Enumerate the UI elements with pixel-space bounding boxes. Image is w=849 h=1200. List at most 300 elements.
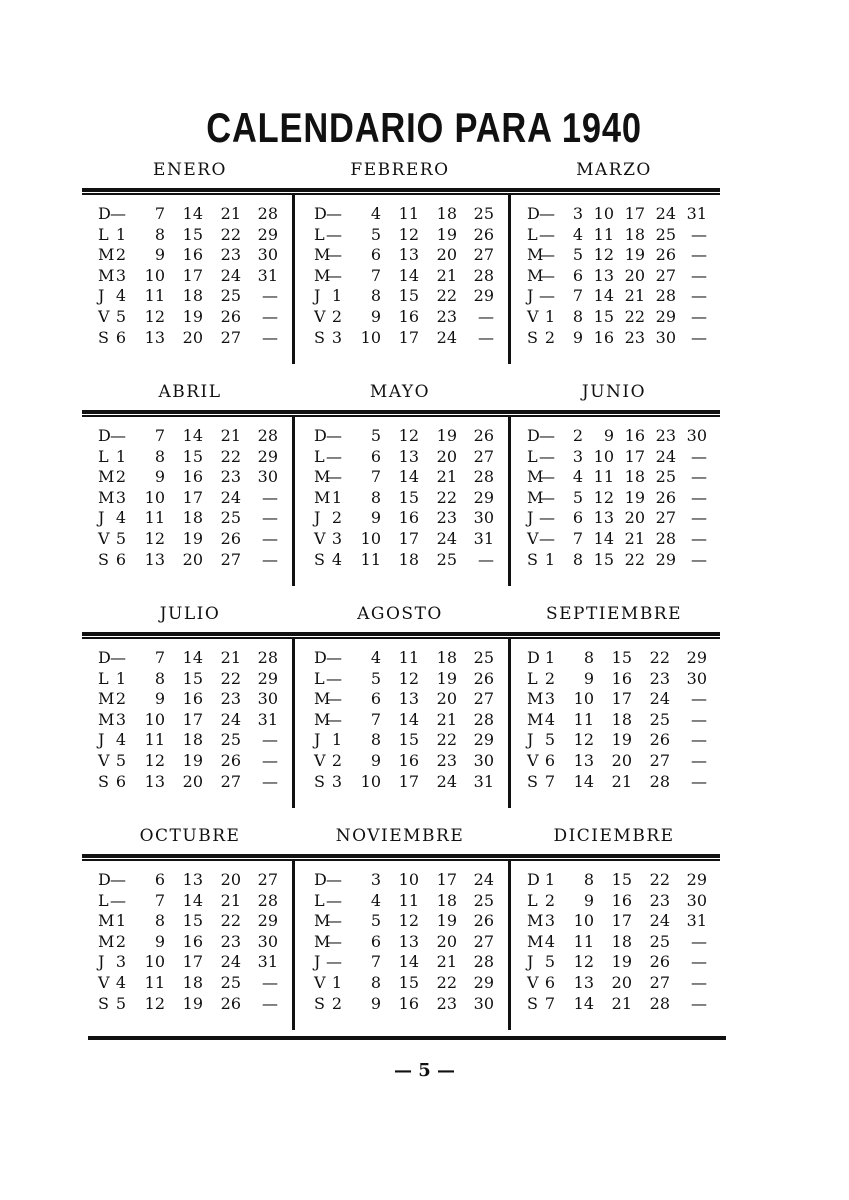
day-number: 7 [154,648,165,667]
day-number: 25 [649,931,670,951]
day-number: 16 [398,307,419,326]
day-letter: D [98,870,111,889]
week-row [527,426,717,447]
day-number: 1 [544,870,555,889]
day-number: 11 [398,890,419,910]
day-number: 18 [624,224,645,244]
month-band [0,160,849,375]
day-number: 14 [182,204,203,223]
day-number: 5 [370,668,381,688]
day-number: 28 [655,529,676,548]
week-row [527,328,717,349]
rule [82,410,720,414]
day-number: 16 [611,890,632,910]
day-number: 10 [593,204,614,223]
day-letter: M [527,467,544,487]
day-number: 20 [624,508,645,528]
day-number: 26 [649,730,670,750]
week-row [527,286,717,307]
day-number: 2 [331,993,342,1013]
day-number: 24 [473,870,494,889]
day-number: — [110,204,126,223]
day-number: 24 [220,952,241,972]
day-letter: M [314,265,331,285]
day-number: 27 [473,931,494,951]
day-number: 16 [611,668,632,688]
day-number: 22 [220,911,241,931]
day-number: 14 [182,648,203,667]
day-number: 7 [154,426,165,445]
day-number: 25 [220,730,241,750]
month-name: ENERO [153,160,227,180]
week-row [314,307,504,328]
day-letter: M [527,709,544,729]
day-number: — [539,467,555,487]
day-number: 18 [611,709,632,729]
day-number: — [539,508,555,528]
day-letter: M [314,467,331,487]
day-number: 9 [370,993,381,1013]
day-number: 30 [686,890,707,910]
day-number: 21 [436,265,457,285]
day-number: 10 [360,771,381,791]
day-number: 28 [655,286,676,306]
day-number: 6 [370,689,381,709]
day-number: — [539,286,555,306]
day-number: 28 [257,426,278,445]
day-letter: V [98,751,110,770]
day-number: — [691,508,707,528]
day-number: 10 [593,446,614,466]
day-number: 4 [115,973,126,992]
day-number: 22 [436,286,457,306]
day-letter: M [527,689,544,709]
week-row [527,266,717,287]
page-title: CALENDARIO PARA 1940 [206,104,642,151]
week-row [527,911,717,932]
day-number: 11 [144,730,165,750]
day-number: 6 [115,549,126,569]
day-number: 7 [370,467,381,487]
day-number: — [478,307,494,326]
day-number: 23 [649,890,670,910]
day-number: 17 [398,529,419,548]
day-number: — [691,751,707,770]
day-number: — [691,730,707,750]
day-number: 4 [544,931,555,951]
day-letter: V [98,973,110,992]
week-row [314,648,504,669]
day-number: — [539,529,555,548]
day-number: 15 [398,730,419,750]
day-number: 19 [436,224,457,244]
month-name: JUNIO [581,382,647,402]
day-number: — [262,508,278,528]
day-letter: D [98,204,111,223]
day-number: 11 [398,648,419,667]
day-number: 12 [398,426,419,445]
day-letter: D [527,870,540,889]
day-number: — [539,487,555,507]
day-letter: M [527,911,544,931]
day-number: 17 [624,446,645,466]
day-number: 15 [398,286,419,306]
day-number: — [691,224,707,244]
day-number: 8 [370,286,381,306]
day-number: 8 [572,549,583,569]
day-number: — [262,973,278,992]
day-number: 14 [573,771,594,791]
week-row [98,751,288,772]
week-row [98,550,288,571]
day-letter: J [98,286,105,306]
day-number: 17 [182,487,203,507]
day-number: 23 [220,931,241,951]
day-number: 13 [398,245,419,265]
week-row [314,870,504,891]
week-row [314,952,504,973]
week-row [98,225,288,246]
rule [82,632,720,636]
week-row [527,307,717,328]
day-number: 29 [655,307,676,326]
day-number: 16 [182,467,203,487]
day-number: 29 [473,973,494,992]
day-letter: D [527,648,540,667]
day-number: 25 [649,709,670,729]
day-number: 1 [544,307,555,326]
day-number: 12 [593,487,614,507]
day-number: 8 [154,668,165,688]
day-number: 26 [220,751,241,770]
day-letter: J [98,730,105,750]
day-letter: V [527,973,539,992]
day-number: 28 [257,648,278,667]
day-number: 20 [220,870,241,889]
day-number: 21 [436,709,457,729]
day-number: 7 [370,265,381,285]
day-letter: D [98,648,111,667]
day-number: 24 [436,327,457,347]
day-letter: V [527,307,539,326]
day-number: — [110,890,126,910]
day-number: 30 [257,467,278,487]
day-number: 23 [436,751,457,770]
day-number: 23 [436,508,457,528]
day-number: 13 [573,973,594,992]
day-number: — [691,529,707,548]
day-number: 11 [593,467,614,487]
month-name: NOVIEMBRE [335,826,465,846]
day-number: 27 [649,973,670,992]
day-number: 24 [220,265,241,285]
day-letter: L [314,668,325,688]
day-number: 5 [572,487,583,507]
day-number: 30 [257,245,278,265]
day-number: 20 [611,751,632,770]
day-number: — [110,426,126,445]
day-number: 21 [436,952,457,972]
day-number: 10 [573,911,594,931]
day-number: 10 [144,952,165,972]
day-number: — [262,286,278,306]
day-number: 4 [370,648,381,667]
week-row [314,529,504,550]
day-letter: D [527,426,540,445]
day-number: 21 [624,529,645,548]
day-number: 1 [331,730,342,750]
day-number: 13 [144,327,165,347]
day-number: — [262,771,278,791]
week-row [98,730,288,751]
week-row [98,266,288,287]
day-number: 15 [398,973,419,992]
day-number: — [691,931,707,951]
day-letter: S [527,327,538,347]
day-letter: J [314,952,321,972]
day-number: 28 [649,771,670,791]
day-number: 12 [398,668,419,688]
day-number: 23 [436,993,457,1013]
week-row [314,426,504,447]
day-number: 13 [398,689,419,709]
day-number: 5 [115,993,126,1013]
day-number: 6 [544,973,555,992]
day-number: 8 [583,648,594,667]
day-number: 5 [370,426,381,445]
rule [82,188,720,192]
day-number: 24 [649,689,670,709]
day-letter: M [527,245,544,265]
day-number: 13 [593,508,614,528]
day-letter: J [314,508,321,528]
day-number: 9 [154,467,165,487]
day-number: 19 [182,307,203,326]
day-number: 9 [583,890,594,910]
day-number: 16 [624,426,645,445]
day-number: — [691,993,707,1013]
week-row [527,932,717,953]
day-number: 15 [398,487,419,507]
day-number: 14 [573,993,594,1013]
month-name: SEPTIEMBRE [545,604,683,624]
day-number: 18 [182,973,203,992]
day-number: 3 [115,487,126,507]
day-number: — [326,952,342,972]
day-number: 21 [220,648,241,667]
day-letter: M [314,911,331,931]
day-number: 3 [331,327,342,347]
week-row [98,447,288,468]
day-number: 9 [154,689,165,709]
day-number: 11 [144,508,165,528]
day-number: 22 [624,549,645,569]
day-number: 5 [370,224,381,244]
day-number: 25 [220,508,241,528]
day-number: 23 [220,689,241,709]
day-number: 13 [573,751,594,770]
week-row [527,204,717,225]
day-number: 26 [220,307,241,326]
day-number: 11 [573,709,594,729]
day-number: 15 [182,668,203,688]
day-number: — [326,467,342,487]
day-number: 28 [649,993,670,1013]
day-number: 13 [144,549,165,569]
day-letter: V [314,529,326,548]
day-letter: M [527,931,544,951]
day-number: 17 [624,204,645,223]
day-letter: V [98,529,110,548]
day-letter: M [314,245,331,265]
day-number: 5 [115,529,126,548]
month-name: ABRIL [158,382,222,402]
day-letter: L [98,890,109,910]
week-row [314,204,504,225]
day-number: 15 [182,224,203,244]
week-row [314,932,504,953]
day-letter: M [527,265,544,285]
day-number: 30 [473,751,494,770]
day-number: 2 [115,245,126,265]
day-number: — [691,327,707,347]
day-number: 5 [370,911,381,931]
day-number: 6 [370,931,381,951]
day-number: 15 [593,549,614,569]
week-row [527,669,717,690]
day-number: 20 [182,771,203,791]
day-number: — [326,446,342,466]
column-divider [508,416,511,586]
day-letter: M [314,689,331,709]
week-row [98,932,288,953]
week-row [527,973,717,994]
week-row [98,204,288,225]
day-number: 20 [436,245,457,265]
day-number: 28 [257,204,278,223]
day-number: 1 [115,668,126,688]
day-number: 8 [583,870,594,889]
day-number: 4 [115,508,126,528]
week-row [527,225,717,246]
day-number: 1 [115,911,126,931]
week-row [527,710,717,731]
day-number: — [539,426,555,445]
day-letter: J [527,952,534,972]
day-number: 23 [649,668,670,688]
day-number: 29 [473,730,494,750]
day-number: 4 [370,890,381,910]
day-number: 3 [115,952,126,972]
day-number: 2 [544,890,555,910]
week-row [527,529,717,550]
day-letter: M [314,931,331,951]
day-number: 30 [655,327,676,347]
day-number: 17 [398,327,419,347]
day-number: 17 [182,709,203,729]
day-number: 31 [257,952,278,972]
column-divider [292,638,295,808]
day-number: — [326,931,342,951]
day-number: 14 [182,890,203,910]
day-number: — [539,265,555,285]
week-row [98,286,288,307]
day-number: 4 [115,286,126,306]
day-number: 28 [473,467,494,487]
week-row [527,508,717,529]
rule [82,854,720,858]
day-number: 9 [370,751,381,770]
day-number: 19 [611,952,632,972]
column-divider [292,194,295,364]
day-number: — [691,307,707,326]
day-number: — [539,204,555,223]
week-row [314,488,504,509]
day-letter: M [98,487,115,507]
day-number: 29 [686,648,707,667]
day-number: 24 [220,487,241,507]
day-number: 6 [572,265,583,285]
week-row [98,245,288,266]
day-number: 19 [436,668,457,688]
week-row [314,550,504,571]
day-letter: M [527,487,544,507]
day-number: 2 [115,931,126,951]
day-letter: V [527,751,539,770]
day-number: 27 [473,689,494,709]
day-number: 16 [182,689,203,709]
day-number: 27 [649,751,670,770]
day-number: — [691,245,707,265]
day-number: — [539,446,555,466]
day-number: 22 [649,870,670,889]
week-row [98,870,288,891]
day-letter: J [314,730,321,750]
day-number: 14 [398,952,419,972]
day-number: 5 [115,307,126,326]
day-letter: J [527,730,534,750]
month-name: MAYO [369,382,431,402]
week-row [527,488,717,509]
day-letter: D [98,426,111,445]
day-number: 22 [220,446,241,466]
day-number: 2 [331,751,342,770]
day-number: 23 [624,327,645,347]
week-row [314,911,504,932]
week-row [98,669,288,690]
day-number: 19 [182,993,203,1013]
day-number: 18 [624,467,645,487]
day-number: 30 [473,508,494,528]
day-number: 4 [115,730,126,750]
day-number: 26 [473,224,494,244]
column-divider [508,638,511,808]
week-row [98,772,288,793]
day-number: 31 [473,771,494,791]
day-letter: L [314,890,325,910]
day-letter: D [527,204,540,223]
day-number: 30 [686,426,707,445]
day-number: — [262,993,278,1013]
week-row [527,447,717,468]
day-number: 18 [436,648,457,667]
day-number: — [539,245,555,265]
day-number: 4 [572,467,583,487]
day-number: — [691,265,707,285]
day-number: 19 [611,730,632,750]
day-number: 14 [398,467,419,487]
day-number: 20 [182,549,203,569]
